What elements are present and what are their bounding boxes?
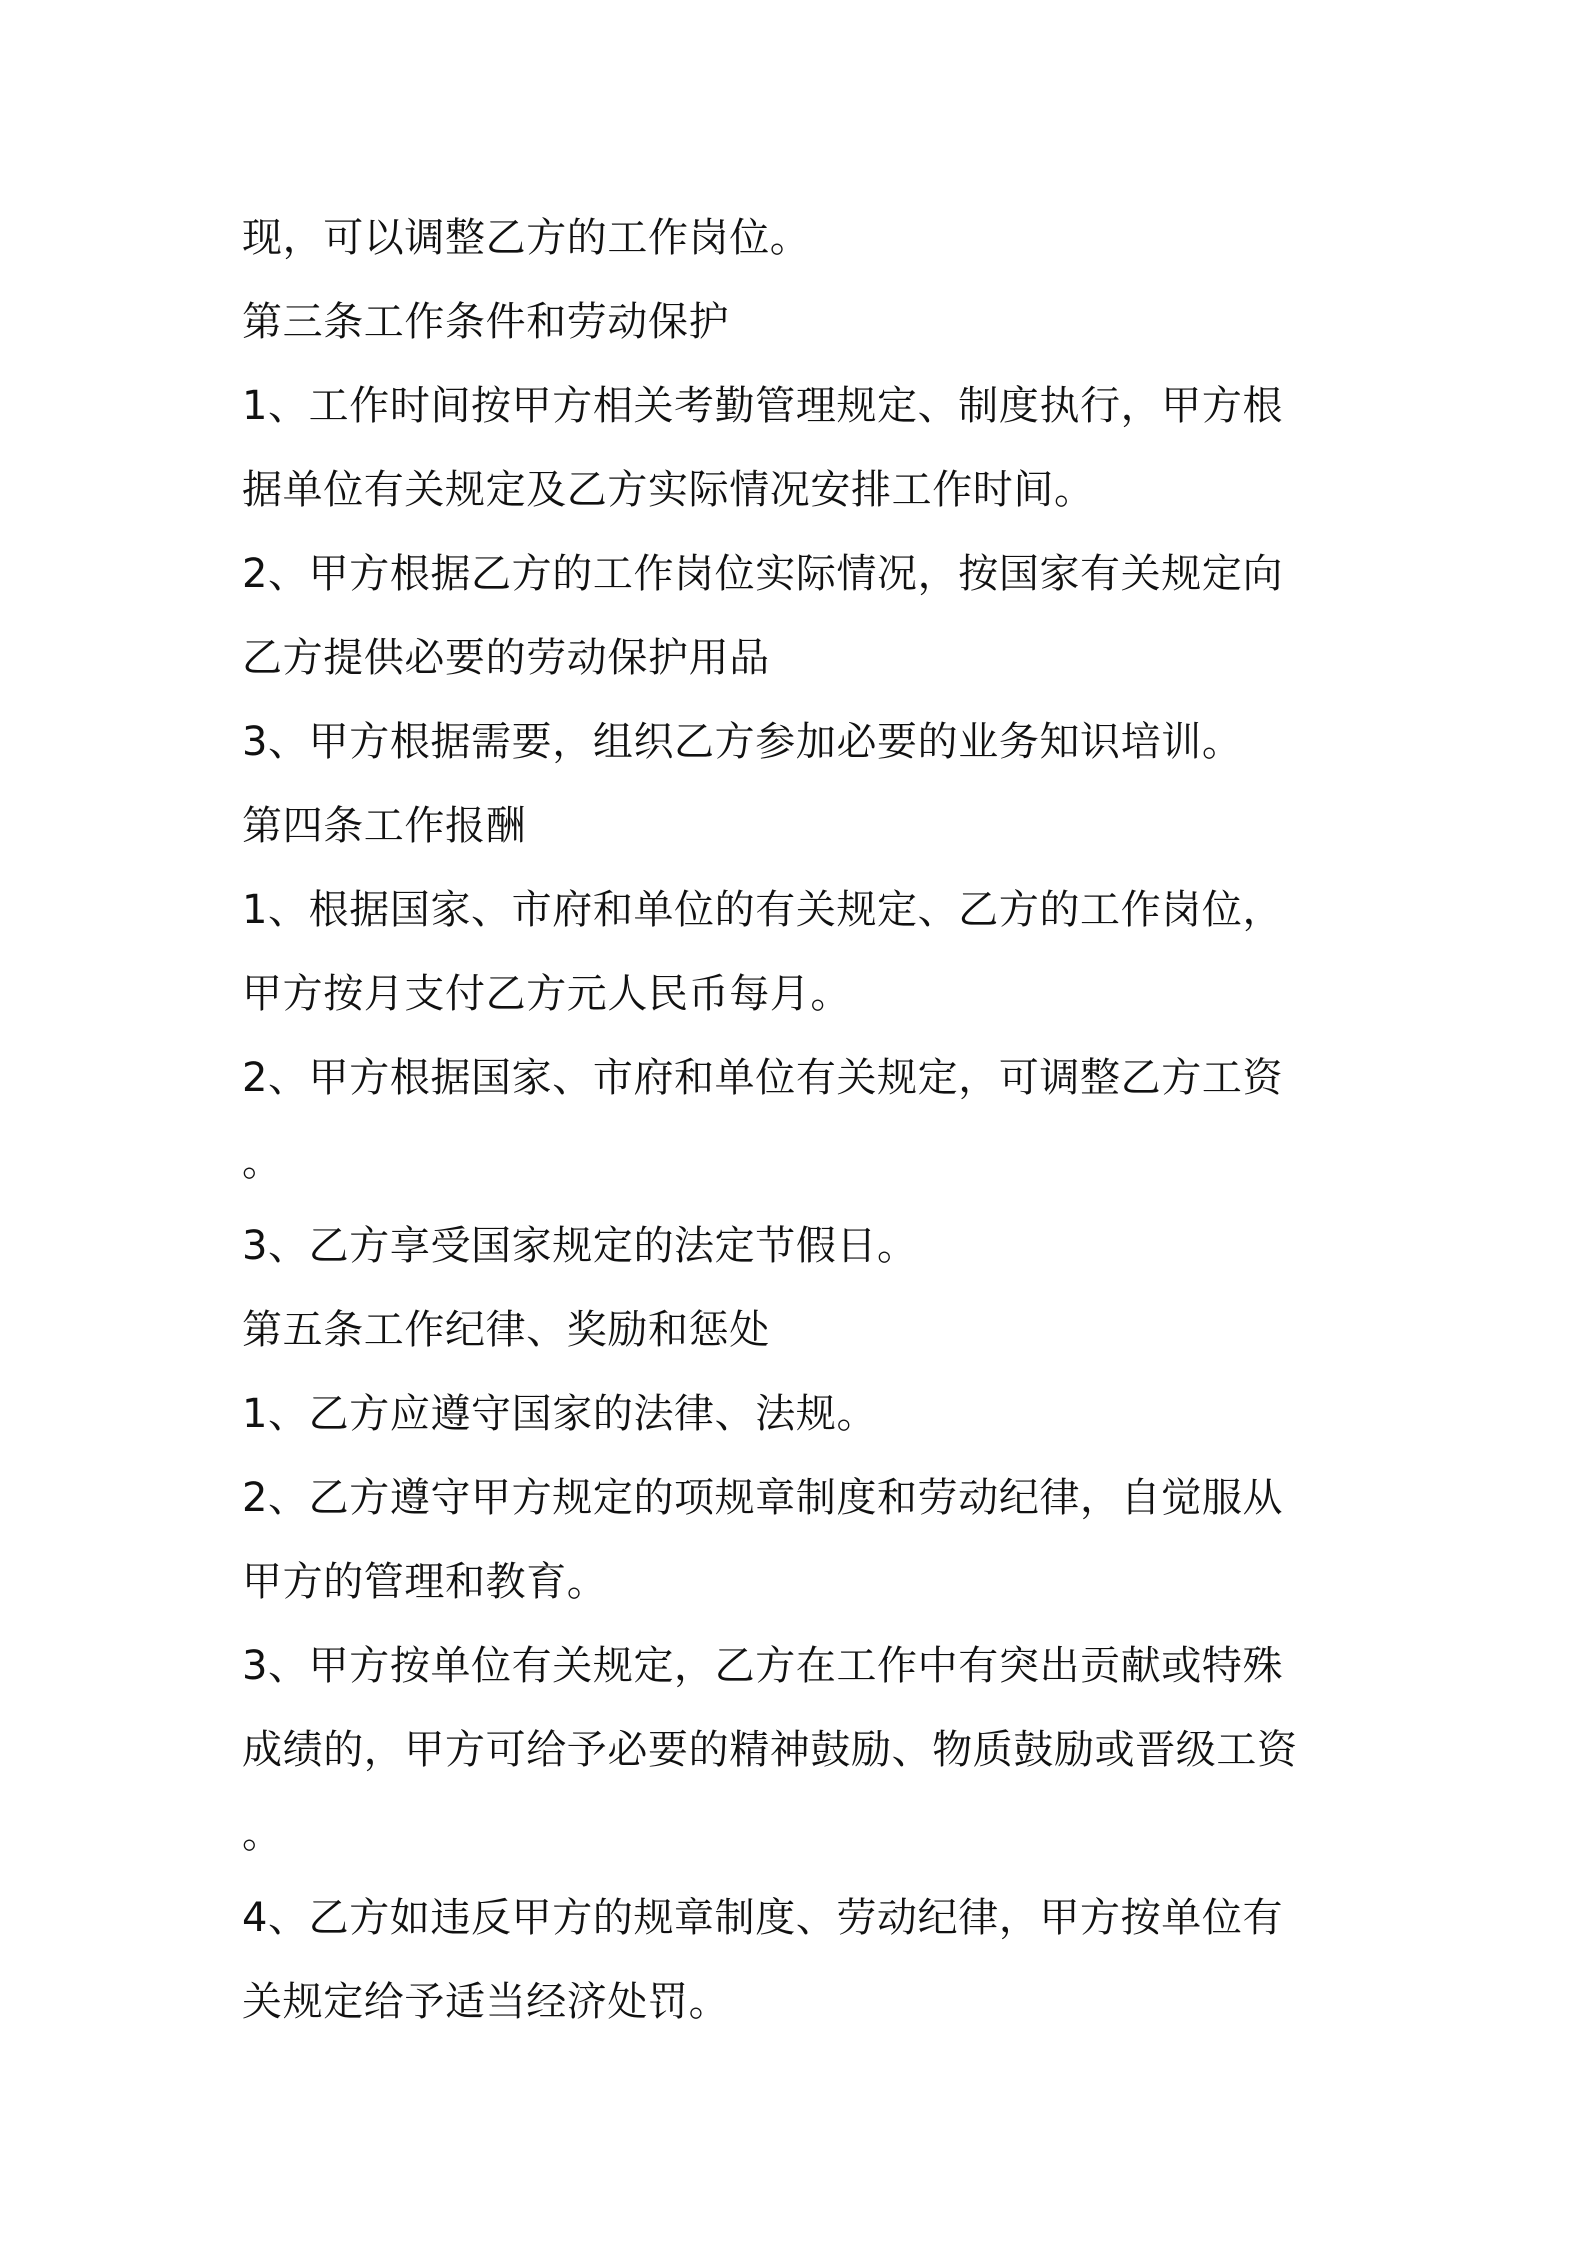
article-heading: 第四条工作报酬 xyxy=(242,803,527,849)
text-line: 1、根据国家、市府和单位的有关规定、乙方的工作岗位， xyxy=(242,887,1284,933)
text-line: 1、乙方应遵守国家的法律、法规。 xyxy=(242,1391,878,1437)
text-line: 3、甲方按单位有关规定，乙方在工作中有突出贡献或特殊 xyxy=(242,1643,1284,1689)
document-body xyxy=(242,196,1367,2044)
article-heading: 第三条工作条件和劳动保护 xyxy=(242,299,730,345)
text-line: 3、乙方享受国家规定的法定节假日。 xyxy=(242,1223,918,1269)
text-line: 甲方按月支付乙方元人民币每月。 xyxy=(242,971,851,1017)
text-line: 2、乙方遵守甲方规定的项规章制度和劳动纪律，自觉服从 xyxy=(242,1475,1284,1521)
text-line: 。 xyxy=(242,1139,283,1185)
text-line: 甲方的管理和教育。 xyxy=(242,1559,608,1605)
article-heading: 第五条工作纪律、奖励和惩处 xyxy=(242,1307,770,1353)
text-line: 乙方提供必要的劳动保护用品 xyxy=(242,635,770,681)
text-line: 关规定给予适当经济处罚。 xyxy=(242,1979,730,2025)
text-line: 2、甲方根据国家、市府和单位有关规定，可调整乙方工资 xyxy=(242,1055,1284,1101)
text-line: 2、甲方根据乙方的工作岗位实际情况，按国家有关规定向 xyxy=(242,551,1284,597)
text-line: 。 xyxy=(242,1811,283,1857)
text-line: 据单位有关规定及乙方实际情况安排工作时间。 xyxy=(242,467,1095,513)
text-line: 1、工作时间按甲方相关考勤管理规定、制度执行，甲方根 xyxy=(242,383,1284,429)
text-line: 成绩的，甲方可给予必要的精神鼓励、物质鼓励或晋级工资 xyxy=(242,1727,1298,1773)
text-line: 4、乙方如违反甲方的规章制度、劳动纪律，甲方按单位有 xyxy=(242,1895,1284,1941)
text-line: 现，可以调整乙方的工作岗位。 xyxy=(242,215,811,261)
text-line: 3、甲方根据需要，组织乙方参加必要的业务知识培训。 xyxy=(242,719,1243,765)
